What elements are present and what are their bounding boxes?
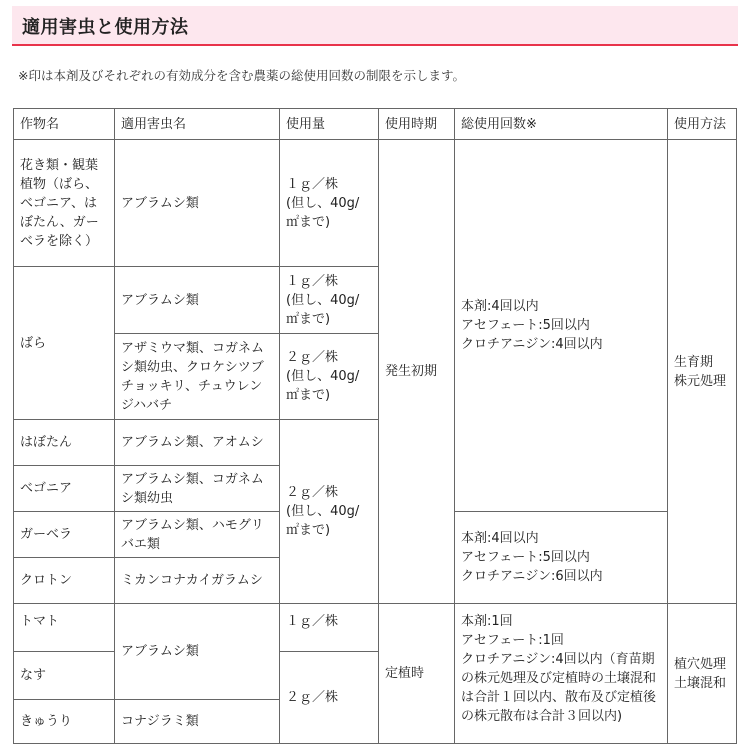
pest-cell: アブラムシ類 xyxy=(115,267,280,334)
table-row xyxy=(14,604,737,652)
pest-usage-table xyxy=(13,108,737,744)
crop-cell: はぼたん xyxy=(14,420,115,466)
crop-cell: きゅうり xyxy=(14,700,115,744)
pest-cell: アブラムシ類、ハモグリバエ類 xyxy=(115,512,280,558)
section-header xyxy=(12,6,738,46)
timing-cell: 定植時 xyxy=(379,604,455,744)
timing-cell: 発生初期 xyxy=(379,140,455,604)
header-total-uses: 総使用回数※ xyxy=(455,109,668,140)
amount-cell: ２ｇ／株 (但し、40g/㎡まで) xyxy=(280,420,379,604)
pest-cell: コナジラミ類 xyxy=(115,700,280,744)
pest-cell: アブラムシ類、コガネムシ類幼虫 xyxy=(115,466,280,512)
total-uses-cell: 本剤:4回以内 アセフェート:5回以内 クロチアニジン:6回以内 xyxy=(455,512,668,604)
crop-cell: なす xyxy=(14,652,115,700)
crop-cell: クロトン xyxy=(14,558,115,604)
method-cell: 生育期 株元処理 xyxy=(668,140,737,604)
crop-cell: ガーベラ xyxy=(14,512,115,558)
usage-limit-note: ※印は本剤及びそれぞれの有効成分を含む農薬の総使用回数の制限を示します。 xyxy=(18,68,465,83)
total-uses-cell: 本剤:1回 アセフェート:1回 クロチアニジン:4回以内（育苗期の株元処理及び定植時の土壌混和は合計１回以内、散布及び定植後の株元散布は合計３回以内) xyxy=(455,604,668,744)
pest-cell: ミカンコナカイガラムシ xyxy=(115,558,280,604)
crop-cell: トマト xyxy=(14,604,115,652)
crop-cell: 花き類・観葉植物（ばら、ベゴニア、はぼたん、ガーベラを除く） xyxy=(14,140,115,267)
method-cell: 植穴処理 土壌混和 xyxy=(668,604,737,744)
amount-cell: １ｇ／株 xyxy=(280,604,379,652)
crop-cell: ベゴニア xyxy=(14,466,115,512)
header-timing: 使用時期 xyxy=(379,109,455,140)
amount-cell: ２ｇ／株 xyxy=(280,652,379,744)
crop-cell: ばら xyxy=(14,267,115,420)
pest-cell: アブラムシ類 xyxy=(115,604,280,700)
section-title: 適用害虫と使用方法 xyxy=(22,17,189,38)
header-method: 使用方法 xyxy=(668,109,737,140)
table-row xyxy=(14,140,737,267)
pest-cell: アザミウマ類、コガネムシ類幼虫、クロケシツブチョッキリ、チュウレンジハバチ xyxy=(115,334,280,420)
total-uses-cell: 本剤:4回以内 アセフェート:5回以内 クロチアニジン:4回以内 xyxy=(455,140,668,512)
header-crop: 作物名 xyxy=(14,109,115,140)
amount-cell: １ｇ／株 (但し、40g/㎡まで) xyxy=(280,140,379,267)
table-header-row xyxy=(14,109,737,140)
header-amount: 使用量 xyxy=(280,109,379,140)
amount-cell: ２ｇ／株 (但し、40g/㎡まで) xyxy=(280,334,379,420)
pest-cell: アブラムシ類 xyxy=(115,140,280,267)
amount-cell: １ｇ／株 (但し、40g/㎡まで) xyxy=(280,267,379,334)
pest-cell: アブラムシ類、アオムシ xyxy=(115,420,280,466)
header-pest: 適用害虫名 xyxy=(115,109,280,140)
